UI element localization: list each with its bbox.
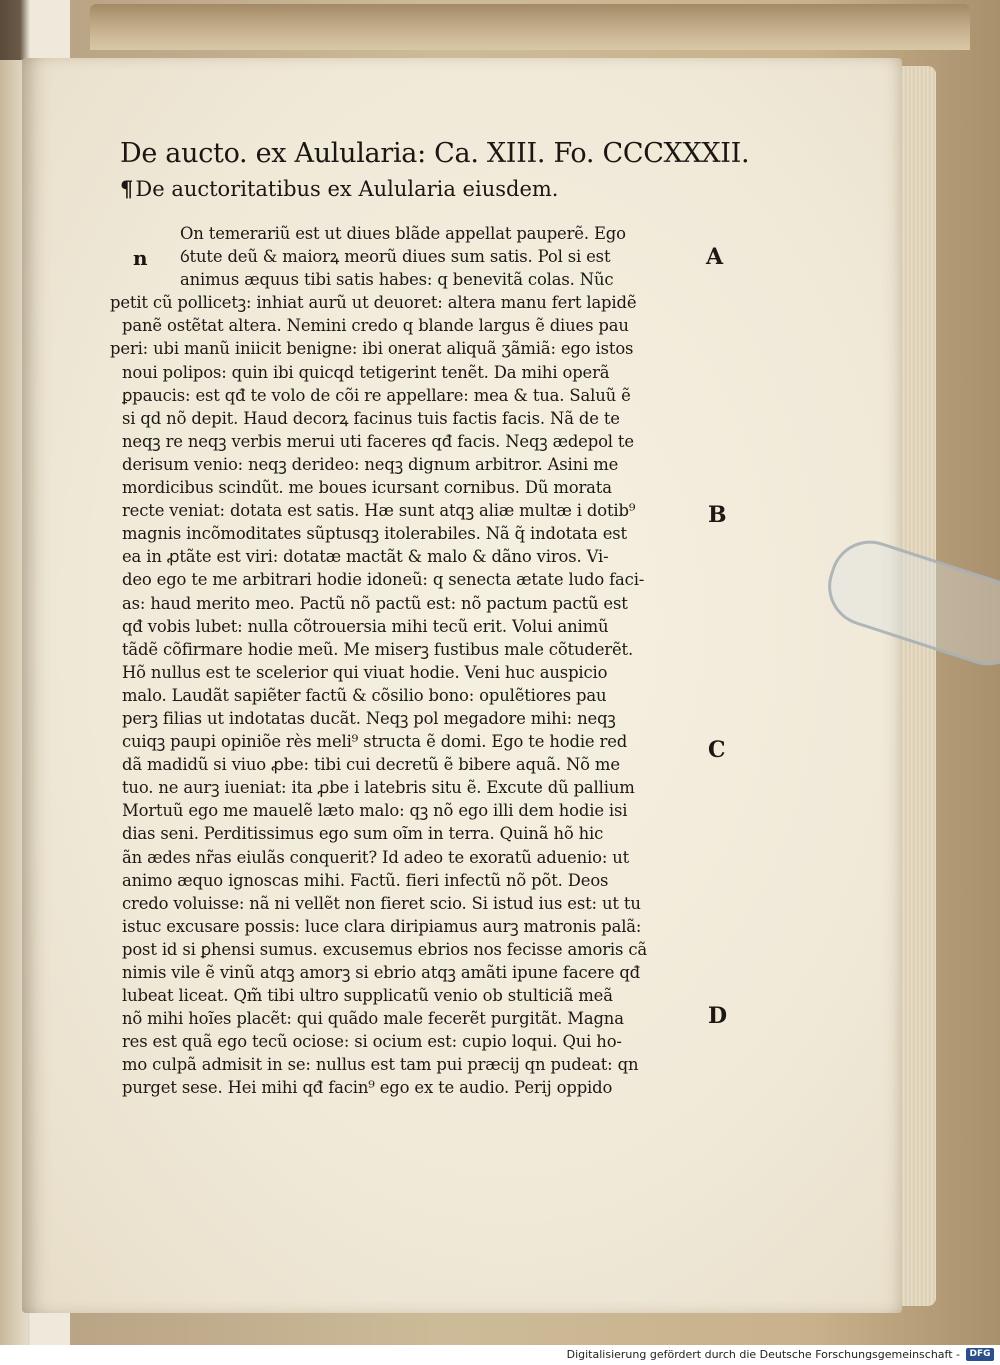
margin-letter-d: D	[708, 1003, 728, 1029]
text-line: tuo. ne aurꝫ iueniat: ita ꝓbe i latebris situ ẽ. Excute dũ pallium	[122, 778, 635, 798]
text-line: neqꝫ re neqꝫ verbis merui uti faceres qđ facis. Neqꝫ ædepol te	[122, 431, 634, 451]
text-line: noui polipos: quin ibi quicqd tetigerint tenẽt. Da mihi operã	[122, 362, 610, 382]
text-line: ỽtute deũ & maiorꝝ meorũ diues sum satis. Pol si est	[180, 247, 611, 267]
text-line: cuiqꝫ paupi opiniõe rès meli⁹ structa ẽ domi. Ego te hodie red	[122, 732, 628, 752]
text-line: nimis vile ẽ vinũ atqꝫ amorꝫ si ebrio atqꝫ amãti ipune facere qđ	[122, 963, 641, 982]
text-line: ꝑpaucis: est qđ te volo de cõi re appellare: mea & tua. Saluũ ẽ	[122, 385, 631, 405]
text-line: res est quã ego tecũ ociose: si ocium est: cupio loqui. Qui ho-	[122, 1032, 622, 1052]
text-line: peri: ubi manũ iniicit benigne: ibi onerat aliquã ʒãmiã: ego istos	[110, 339, 634, 359]
margin-letter-a: A	[706, 244, 724, 270]
text-line: Mortuũ ego me mauelẽ læto malo: qꝫ nõ ego illi dem hodie isi	[122, 801, 628, 821]
text-line: deo ego te me arbitrari hodie idoneũ: q senecta ætate ludo faci-	[122, 570, 645, 590]
initial-letter: n	[133, 246, 148, 270]
text-line: lubeat liceat. Qm̃ tibi ultro supplicatũ venio ob stulticiã meã	[122, 986, 613, 1006]
margin-letter-c: C	[708, 737, 726, 763]
running-head: De aucto. ex Aulularia: Ca. XIII. Fo. CCCXXXII.	[120, 138, 750, 169]
text-line: petit cũ pollicetꝫ: inhiat aurũ ut deuoret: altera manu fert lapidẽ	[110, 293, 637, 313]
text-line: dã madidũ si viuo ꝓbe: tibi cui decretũ ẽ bibere aquã. Nõ me	[122, 755, 620, 775]
text-line: magnis incõmoditates sũptusqꝫ itolerabiles. Nã q̃ indotata est	[122, 524, 627, 544]
text-line: mo culpã admisit in se: nullus est tam pui præcij qn pudeat: qn	[122, 1055, 639, 1075]
text-line: On temerariũ est ut diues blãde appellat pauperẽ. Ego	[180, 224, 626, 243]
section-heading-text: De auctoritatibus ex Aulularia eiusdem.	[135, 177, 559, 201]
text-line: malo. Laudãt sapiẽter factũ & cõsilio bono: opulẽtiores pau	[122, 685, 607, 705]
dfg-logo: DFG	[966, 1348, 994, 1361]
text-line: mordicibus scindũt. me boues icursant cornibus. Dũ morata	[122, 478, 612, 498]
text-line: post id si ꝑhensi sumus. excusemus ebrios nos fecisse amoris cã	[122, 939, 647, 959]
text-line: nõ mihi hoĩes placẽt: qui quãdo male fecerẽt purgitãt. Magna	[122, 1009, 624, 1029]
section-heading	[120, 176, 640, 201]
text-line: qđ vobis lubet: nulla cõtrouersia mihi tecũ erit. Volui animũ	[122, 616, 609, 636]
text-line: credo voluisse: nã ni vellẽt non fieret scio. Si istud ius est: ut tu	[122, 893, 641, 913]
text-line: panẽ ostẽtat altera. Nemini credo q blande largus ẽ diues pau	[122, 316, 629, 336]
text-line: ea in ꝓtãte est viri: dotatæ mactãt & malo & dãno viros. Vi-	[122, 547, 609, 567]
footer-bar	[0, 1345, 1000, 1365]
text-line: dias seni. Perditissimus ego sum oĩm in terra. Quinã hõ hic	[122, 824, 604, 844]
text-line: perꝫ filias ut indotatas ducãt. Neqꝫ pol megadore mihi: neqꝫ	[122, 708, 616, 728]
text-line: animo æquo ignoscas mihi. Factũ. fieri infectũ nõ põt. Deos	[122, 870, 609, 890]
text-line: derisum venio: neqꝫ derideo: neqꝫ dignum arbitror. Asini me	[122, 454, 619, 474]
text-line: as: haud merito meo. Pactũ nõ pactũ est: nõ pactum pactũ est	[122, 593, 628, 613]
body-text	[110, 222, 670, 1100]
text-line: purget sese. Hei mihi qđ facin⁹ ego ex te audio. Perij oppido	[122, 1078, 613, 1098]
text-line: si qd nõ depit. Haud decorꝝ facinus tuis factis facis. Nã de te	[122, 408, 620, 428]
text-line: ãn ædes nr̃as eiulãs conquerit? Id adeo te exoratũ aduenio: ut	[122, 847, 630, 867]
text-line: tãdẽ cõfirmare hodie meũ. Me miserꝫ fustibus male cõtuderẽt.	[122, 639, 634, 659]
book-binding-top	[90, 4, 970, 50]
text-line: recte veniat: dotata est satis. Hæ sunt atqꝫ aliæ multæ i dotib⁹	[122, 501, 636, 521]
margin-letter-b: B	[708, 502, 727, 528]
pilcrow-mark: ¶	[120, 176, 134, 201]
text-line: istuc excusare possis: luce clara diripiamus aurꝫ matronis palã:	[122, 916, 642, 936]
text-line: Hõ nullus est te scelerior qui viuat hodie. Veni huc auspicio	[122, 662, 608, 682]
text-line: animus æquus tibi satis habes: q benevitã colas. Nũc	[180, 270, 614, 290]
footer-credit: Digitalisierung gefördert durch die Deutsche Forschungsgemeinschaft -	[566, 1348, 960, 1361]
